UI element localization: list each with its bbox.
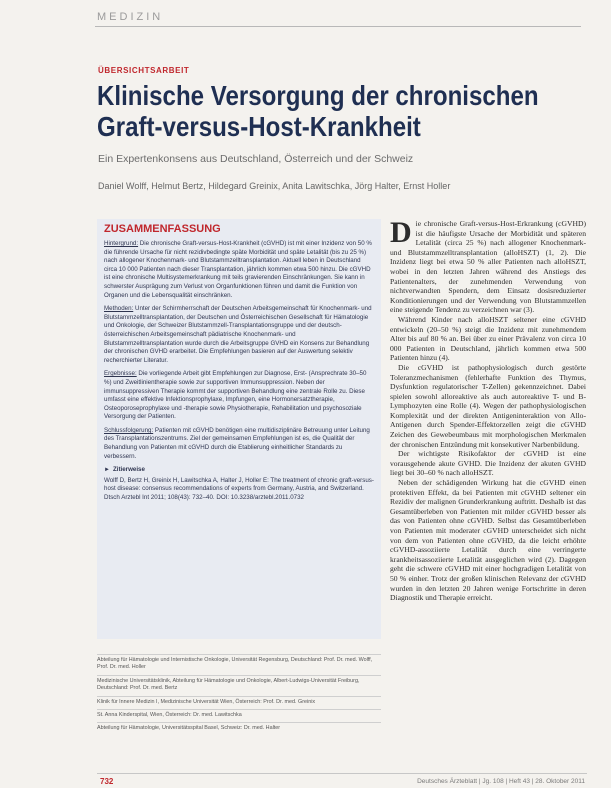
footer-divider: [97, 773, 587, 774]
article-subtitle: Ein Expertenkonsens aus Deutschland, Österreich und der Schweiz: [98, 153, 414, 165]
article-type: ÜBERSICHTSARBEIT: [98, 66, 190, 75]
journal-reference: Deutsches Ärzteblatt | Jg. 108 | Heft 43 | 28. Oktober 2011: [417, 778, 585, 785]
abstract-title: ZUSAMMENFASSUNG: [104, 223, 221, 235]
abstract-keyword: Ergebnisse:: [104, 370, 137, 378]
affiliation-item: Abteilung für Hämatologie, Universitätsspital Basel, Schweiz: Dr. med. Halter: [97, 722, 381, 732]
citation-heading: [104, 466, 374, 475]
body-paragraph: ie chronische Graft-versus-Host-Erkrankung (cGVHD) ist die häufigste Ursache der Morbidität und späteren Letalität (circa 25 %) nach allogener Knochenmark- und Blutstammzelltransplantation (alloHSZT) (1, 2). Die Inzidenz liegt bei etwa 50 % aller Patienten nach alloHSZT, wobei in den letzten Jahren während des Anstiegs des Patientenalters, der zunehmenden Verwendung von nichtverwandten Spendern, dem Einsatz dosisreduzierter Konditionierungen und der Verwendung von Blutstammzellen eine steigende Tendenz zu verzeichnen war (3).: [390, 219, 586, 315]
abstract-box: [97, 219, 381, 639]
abstract-paragraph: [104, 427, 374, 461]
body-text-column: [390, 216, 586, 603]
abstract-paragraph-text: Unter der Schirmherrschaft der Deutschen Arbeitsgemeinschaft für Knochenmark- und Blutstammzelltransplantation, der Deutschen und Österreichischen Gesellschaft für Hämatologie und Onkologie, der Schweizer Blutstammzell-Transplantationsgruppe und der deutsch-österreichischen Arbeitsgemeinschaft pädiatrische Knochenmark- und Blutstammzelltransplantation wurde durch die Arbeitsgruppe GVHD ein Konsens zur Behandlung der chronischen GVHD erarbeitet. Die Empfehlungen basieren auf der Auswertung selektiv recherchierter Literatur.: [104, 305, 372, 364]
affiliation-item: Medizinische Universitätsklinik, Abteilung für Hämatologie und Onkologie, Albert-Ludwigs-Universität Freiburg, Deutschland: Prof. Dr. med. Bertz: [97, 675, 381, 693]
title-line-1: Klinische Versorgung der chronischen: [97, 80, 539, 111]
abstract-paragraph-text: Die vorliegende Arbeit gibt Empfehlungen zur Diagnose, Erst- (Ansprechrate 30–50 %) und Zweitlinientherapie sowie zur supportiven Immunsuppression. Neben der immunsuppressiven Therapie kommt der supportiven Behandlung eine zentrale Rolle zu. Diese umfasst eine effektive Infektionsprophylaxe, Impfungen, eine Hormonersatztherapie, Osteoporoseprophylaxe und -therapie sowie Physiotherapie, Rehabilitation und psychosoziale Versorgung der Patienten.: [104, 370, 367, 421]
page-number: 732: [100, 777, 114, 786]
abstract-paragraph-text: Patienten mit cGVHD benötigen eine multidisziplinäre Betreuung unter Leitung des Transplantationszentrums. Ziel der gemeinsamen Empfehlungen ist es, die Qualität der Behandlung von Patienten mit cGVHD durch die Etablierung einheitlicher Standards zu verbessern.: [104, 426, 370, 460]
citation-block: [97, 466, 381, 502]
abstract-text: [97, 240, 381, 461]
header-divider: [95, 26, 581, 27]
body-paragraph: Während Kinder nach alloHSZT seltener eine cGVHD entwickeln (20–50 %) steigt die Inzidenz mit zunehmendem Alter bis auf 80 % an. Bei über zu einer Prävalenz von circa 10 000 Patienten in Deutschland, jährlich kommen etwa 500 Patienten hinzu (4).: [390, 314, 586, 363]
author-list: Daniel Wolff, Helmut Bertz, Hildegard Greinix, Anita Lawitschka, Jörg Halter, Ernst Holler: [98, 181, 451, 191]
abstract-keyword: Schlussfolgerung:: [104, 426, 154, 434]
citation-text[interactable]: Wolff D, Bertz H, Greinix H, Lawitschka A, Halter J, Holler E: The treatment of chronic graft-versus-host disease: consensus recommendations of experts from Germany, Austria, and Switzerland. Dtsch Arztebl Int 2011; 108(43): 732–40. DOI: 10.3238/arztebl.2011.0732: [104, 476, 374, 502]
abstract-keyword: Methoden:: [104, 305, 134, 313]
body-paragraph: Die cGVHD ist pathophysiologisch durch gestörte Toleranzmechanismen (fehlerhafte Funktion des Thymus, Dysfunktion regulatorischer T-Zellen) gekennzeichnet. Dabei spielen sowohl alloreaktive als auch autoreaktive T- und B-Lymphozyten eine Rolle (4). Wegen der pathophysiologischen Komplexität und der direkten Antigeninteraktion von Allo-Antigenen durch Spender-Effektorzellen zeigt die cGVHD Zeichen des Gewebeumbaus mit morphologischen Merkmalen der chronischen Entzündung mit konsekutiver Narbenbildung.: [390, 362, 586, 449]
affiliations: [97, 654, 381, 736]
title-line-2: Graft-versus-Host-Krankheit: [97, 111, 421, 142]
body-paragraph: Der wichtigste Risikofaktor der cGVHD ist eine vorausgehende akute GVHD. Die Inzidenz der akuten GVHD liegt bei 30–60 % nach alloHSZT.: [390, 449, 586, 478]
triangle-icon: ►: [104, 467, 110, 474]
affiliation-item: St. Anna Kinderspital, Wien, Österreich: Dr. med. Lawitschka: [97, 709, 381, 719]
affiliation-item: Abteilung für Hämatologie und Internistische Onkologie, Universität Regensburg, Deutschland: Prof. Dr. med. Wolff, Prof. Dr. med. Holler: [97, 654, 381, 672]
citation-heading-label: Zitierweise: [112, 466, 145, 474]
affiliation-item: Klinik für Innere Medizin I, Medizinische Universität Wien, Österreich: Prof. Dr. med. Greinix: [97, 696, 381, 706]
abstract-paragraph: [104, 370, 374, 422]
abstract-keyword: Hintergrund:: [104, 240, 139, 247]
abstract-paragraph: [104, 305, 374, 365]
section-label: MEDIZIN: [97, 11, 164, 23]
abstract-paragraph: [104, 240, 374, 300]
article-title: [97, 80, 539, 142]
drop-cap: D: [390, 216, 412, 249]
body-paragraph: Neben der schädigenden Wirkung hat die cGVHD einen protektiven Effekt, da bei Patienten mit cGVHD seltener ein Rezidiv der malignen Grunderkrankung auftritt. Deshalb ist das Gesamtüberleben von Patienten mit milder cGVHD besser als das von Patienten ohne cGVHD. Selbst das Gesamtüberleben von Patienten mit moderater cGVHD unterscheidet sich nicht von dem von Patienten ohne cGVHD, da die leicht erhöhte cGVHD-assoziierte Letalität durch eine verringerte krankheitsassoziierte Letalität ausgeglichen wird (2). Dagegen geht die schwere cGVHD mit einer hochgradigen Letalität von 50 % einher. Trotz der großen klinischen Relevanz der cGVHD wurden in den letzten 20 Jahren wenige Fortschritte in deren Diagnostik und Therapie erreicht.: [390, 478, 586, 603]
abstract-paragraph-text: Die chronische Graft-versus-Host-Krankheit (cGVHD) ist mit einer Inzidenz von 50 % die führende Ursache für nicht rezidivbedingte späte Morbidität und späte Letalität (bis zu 25 %) nach allogener Knochenmark- und Blutstammzelltransplantation. Aktuell leben in Deutschland circa 10 000 Patienten nach dieser Transplantation, jährlich kommen etwa 500 hinzu. Die cGVHD ist eine chronische Multisystemerkrankung mit teils gravierenden Einschränkungen. Sie kann in schwerster Ausprägung zum Verlust von Organfunktionen führen und damit die Funktion von Organen und die Lebensqualität einschränken.: [104, 240, 372, 299]
